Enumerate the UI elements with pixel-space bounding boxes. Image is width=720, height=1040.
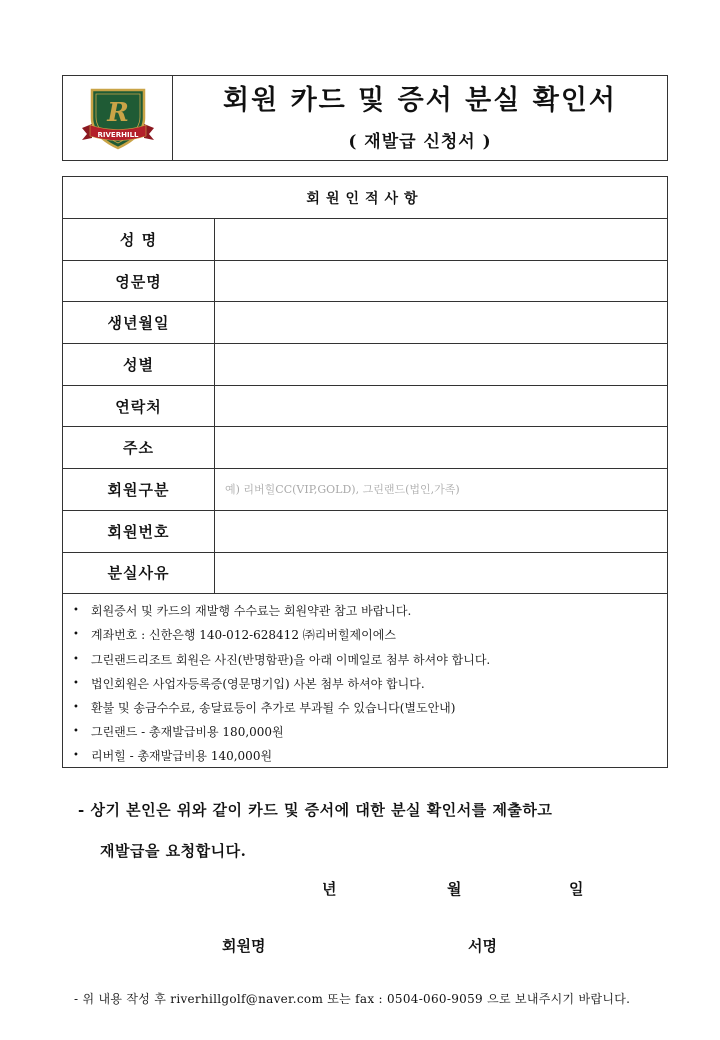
member-name-label: 회원명 bbox=[222, 937, 266, 955]
row-label: 분실사유 bbox=[63, 553, 215, 594]
note-text: 회원증서 및 카드의 재발행 수수료는 회원약관 참고 바랍니다. bbox=[91, 604, 412, 619]
address-field[interactable] bbox=[215, 427, 667, 468]
list-item bbox=[73, 602, 667, 626]
declaration-line-2: 재발급을 요청합니다. bbox=[100, 842, 247, 860]
gender-field[interactable] bbox=[215, 344, 667, 385]
bullet-icon: • bbox=[73, 605, 79, 617]
list-item bbox=[73, 675, 667, 699]
bullet-icon: • bbox=[73, 677, 79, 689]
logo-cell bbox=[63, 76, 173, 160]
title-cell bbox=[173, 76, 667, 160]
note-text: 리버힐 - 총재발급비용 140,000원 bbox=[91, 749, 273, 764]
bullet-icon: • bbox=[73, 726, 79, 738]
logo-text: RIVERHILL bbox=[97, 131, 138, 139]
note-text: 법인회원은 사업자등록증(영문명기입) 사본 첨부 하셔야 합니다. bbox=[91, 676, 425, 691]
row-label: 연락처 bbox=[63, 386, 215, 427]
declaration-line-1: - 상기 본인은 위와 같이 카드 및 증서에 대한 분실 확인서를 제출하고 bbox=[78, 801, 553, 819]
contact-field[interactable] bbox=[215, 386, 667, 427]
page-subtitle: ( 재발급 신청서 ) bbox=[348, 132, 492, 152]
signature-label: 서명 bbox=[468, 937, 497, 955]
row-label: 주소 bbox=[63, 427, 215, 468]
name-field[interactable] bbox=[215, 219, 667, 260]
list-item bbox=[73, 626, 667, 650]
list-item bbox=[73, 723, 667, 747]
birthdate-field[interactable] bbox=[215, 302, 667, 343]
member-info-table bbox=[62, 176, 668, 768]
table-row-gender bbox=[63, 344, 667, 386]
month-label: 월 bbox=[447, 880, 462, 898]
english-name-field[interactable] bbox=[215, 261, 667, 302]
row-label: 회원번호 bbox=[63, 511, 215, 552]
member-type-field[interactable]: 예) 리버힐CC(VIP,GOLD), 그린랜드(법인,가족) bbox=[225, 483, 460, 497]
table-row-address bbox=[63, 427, 667, 469]
table-row-contact bbox=[63, 386, 667, 428]
notes-list bbox=[63, 594, 667, 771]
section-title: 회원인적사항 bbox=[63, 177, 667, 219]
row-label: 성별 bbox=[63, 344, 215, 385]
row-label: 회원구분 bbox=[63, 469, 215, 510]
row-label: 영문명 bbox=[63, 261, 215, 302]
member-number-field[interactable] bbox=[215, 511, 667, 552]
bullet-icon: • bbox=[73, 653, 79, 665]
bullet-icon: • bbox=[73, 629, 79, 641]
table-row-member-number bbox=[63, 511, 667, 553]
table-row-birthdate bbox=[63, 302, 667, 344]
page-title: 회원 카드 및 증서 분실 확인서 bbox=[223, 85, 617, 116]
note-text: 환불 및 송금수수료, 송달료등이 추가로 부과될 수 있습니다(별도안내) bbox=[91, 700, 456, 715]
document-header bbox=[62, 75, 668, 161]
footer-note: - 위 내용 작성 후 riverhillgolf@naver.com 또는 fax : 0504-060-9059 으로 보내주시기 바랍니다. bbox=[74, 992, 631, 1006]
list-item bbox=[73, 699, 667, 723]
riverhill-logo bbox=[78, 84, 158, 152]
svg-text:R: R bbox=[106, 98, 129, 128]
note-text: 그린랜드리조트 회원은 사진(반명함판)을 아래 이메일로 첨부 하셔야 합니다. bbox=[91, 652, 491, 667]
bullet-icon: • bbox=[73, 701, 79, 713]
day-label: 일 bbox=[569, 880, 584, 898]
row-label: 성 명 bbox=[63, 219, 215, 260]
list-item bbox=[73, 651, 667, 675]
table-row-english-name bbox=[63, 261, 667, 303]
row-label: 생년월일 bbox=[63, 302, 215, 343]
note-text: 계좌번호 : 신한은행 140-012-628412 ㈜리버힐제이에스 bbox=[91, 628, 396, 643]
table-row-name bbox=[63, 219, 667, 261]
bullet-icon: • bbox=[73, 750, 79, 762]
note-text: 그린랜드 - 총재발급비용 180,000원 bbox=[91, 725, 284, 740]
list-item bbox=[73, 747, 667, 771]
year-label: 년 bbox=[322, 880, 337, 898]
loss-reason-field[interactable] bbox=[215, 553, 667, 594]
table-row-loss-reason bbox=[63, 553, 667, 595]
table-row-member-type bbox=[63, 469, 667, 511]
